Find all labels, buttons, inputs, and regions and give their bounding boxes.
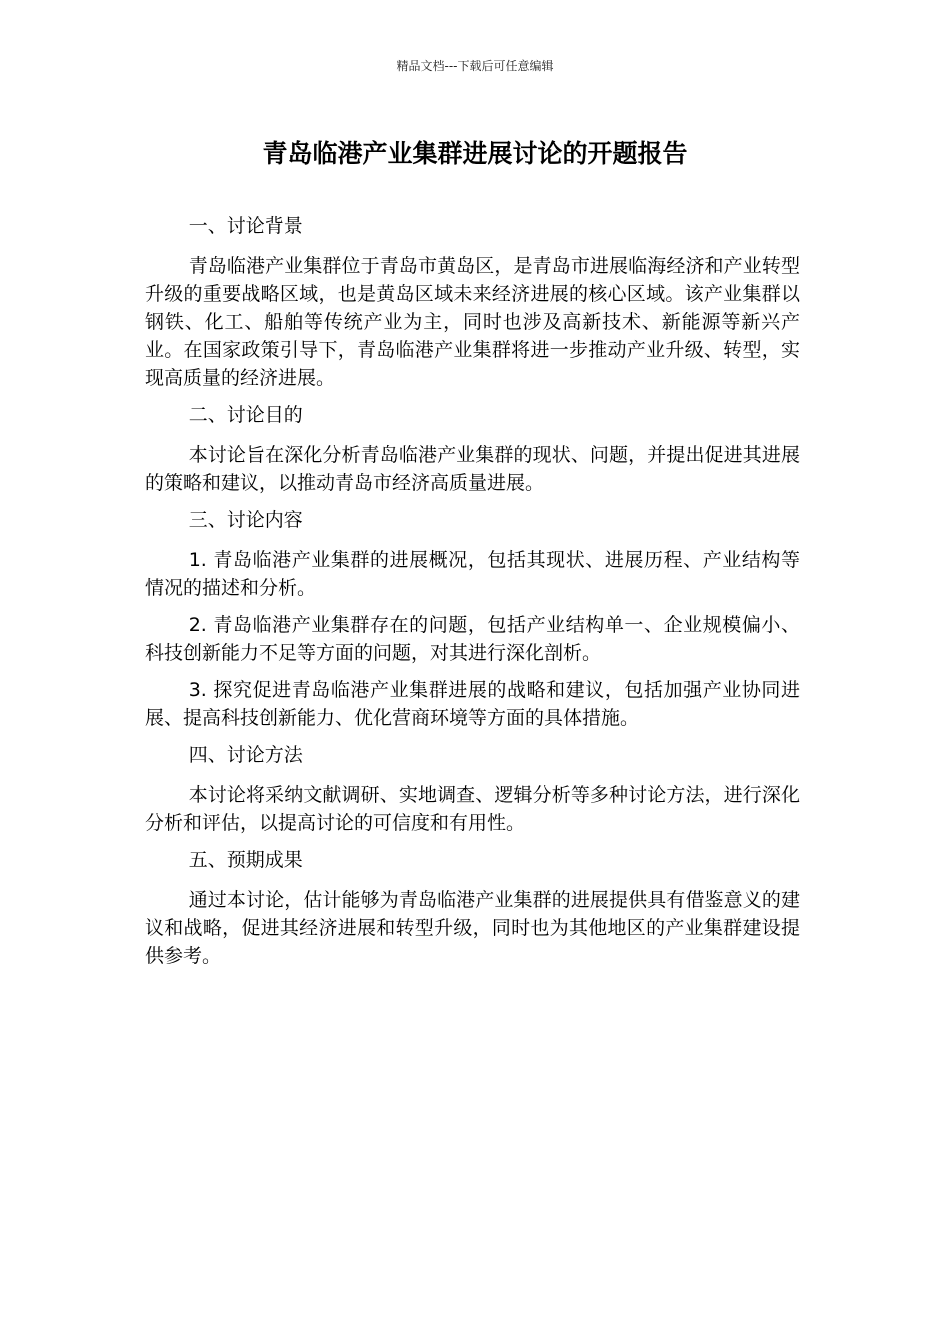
- section-heading-method: 四、讨论方法: [188, 744, 303, 766]
- list-item-content-2: 2. 青岛临港产业集群存在的问题，包括产业结构单一、企业规模偏小、科技创新能力不足等方面的问题，对其进行深化剖析。: [145, 614, 800, 664]
- list-item-content-3: 3. 探究促进青岛临港产业集群进展的战略和建议，包括加强产业协同进展、提高科技创新能力、优化营商环境等方面的具体措施。: [145, 679, 800, 729]
- section-heading-purpose: 二、讨论目的: [188, 404, 303, 426]
- paragraph-outcome: 通过本讨论，估计能够为青岛临港产业集群的进展提供具有借鉴意义的建议和战略，促进其经济进展和转型升级，同时也为其他地区的产业集群建设提供参考。: [145, 889, 800, 967]
- section-heading-background: 一、讨论背景: [188, 215, 303, 237]
- section-heading-outcome: 五、预期成果: [188, 849, 303, 871]
- paragraph-purpose: 本讨论旨在深化分析青岛临港产业集群的现状、问题，并提出促进其进展的策略和建议，以推动青岛市经济高质量进展。: [145, 444, 800, 494]
- document-title: 青岛临港产业集群进展讨论的开题报告: [262, 139, 688, 168]
- document-body: [145, 212, 800, 979]
- paragraph-background: 青岛临港产业集群位于青岛市黄岛区，是青岛市进展临海经济和产业转型升级的重要战略区域，也是黄岛区域未来经济进展的核心区域。该产业集群以钢铁、化工、船舶等传统产业为主，同时也涉及高新技术、新能源等新兴产业。在国家政策引导下，青岛临港产业集群将进一步推动产业升级、转型，实现高质量的经济进展。: [145, 255, 800, 389]
- section-heading-content: 三、讨论内容: [188, 509, 303, 531]
- list-item-content-1: 1. 青岛临港产业集群的进展概况，包括其现状、进展历程、产业结构等情况的描述和分析。: [145, 549, 800, 599]
- paragraph-method: 本讨论将采纳文献调研、实地调查、逻辑分析等多种讨论方法，进行深化分析和评估，以提高讨论的可信度和有用性。: [145, 784, 800, 834]
- header-note: 精品文档---下载后可任意编辑: [396, 59, 554, 73]
